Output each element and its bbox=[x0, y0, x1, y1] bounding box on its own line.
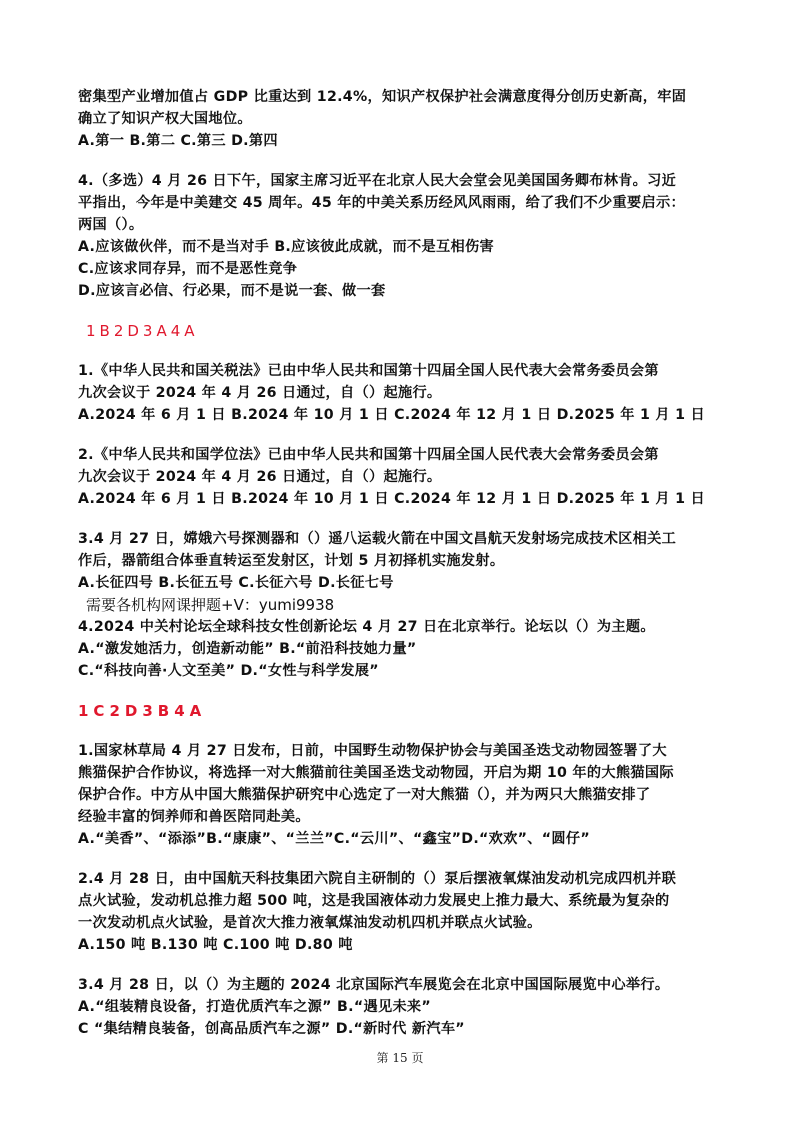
question-options: A.长征四号 B.长征五号 C.长征六号 D.长征七号 bbox=[78, 575, 394, 591]
question-block bbox=[78, 740, 728, 850]
question-text: 九次会议于 2024 年 4 月 26 日通过，自（）起施行。 bbox=[78, 469, 442, 485]
question-block bbox=[78, 360, 728, 426]
question-block bbox=[78, 528, 728, 594]
question-options: A.150 吨 B.130 吨 C.100 吨 D.80 吨 bbox=[78, 937, 353, 953]
question-text: 保护合作。中方从中国大熊猫保护研究中心选定了一对大熊猫（），并为两只大熊猫安排了 bbox=[78, 787, 651, 803]
question-block bbox=[78, 616, 728, 682]
question-text: 密集型产业增加值占 GDP 比重达到 12.4%，知识产权保护社会满意度得分创历史新高，牢固 bbox=[78, 89, 687, 105]
question-text: 1.《中华人民共和国关税法》已由中华人民共和国第十四届全国人民代表大会常务委员会第 bbox=[78, 363, 659, 379]
document-page bbox=[78, 86, 728, 1040]
promo-note: 需要各机构网课押题+V：yumi9938 bbox=[86, 596, 335, 614]
question-text: 作后，器箭组合体垂直转运至发射区，计划 5 月初择机实施发射。 bbox=[78, 553, 505, 569]
question-text: 经验丰富的饲养师和兽医陪同赴美。 bbox=[78, 809, 310, 825]
question-text: 4.2024 中关村论坛全球科技女性创新论坛 4 月 27 日在北京举行。论坛以（）为主题。 bbox=[78, 619, 655, 635]
question-options: A.第一 B.第二 C.第三 D.第四 bbox=[78, 133, 278, 149]
question-options: C.“科技向善·人文至美” D.“女性与科学发展” bbox=[78, 663, 379, 679]
question-text: 点火试验，发动机总推力超 500 吨，这是我国液体动力发展史上推力最大、系统最为复杂的 bbox=[78, 893, 670, 909]
answer-key: 1C2D3B4A bbox=[78, 702, 207, 720]
question-text: 确立了知识产权大国地位。 bbox=[78, 111, 252, 127]
question-options: A.“美香”、“添添”B.“康康”、“兰兰”C.“云川”、“鑫宝”D.“欢欢”、“圆仔” bbox=[78, 831, 590, 847]
question-options: A.2024 年 6 月 1 日 B.2024 年 10 月 1 日 C.2024 年 12 月 1 日 D.2025 年 1 月 1 日 bbox=[78, 491, 706, 507]
question-options: C.应该求同存异，而不是恶性竞争 bbox=[78, 261, 298, 277]
question-options: D.应该言必信、行必果，而不是说一套、做一套 bbox=[78, 283, 386, 299]
question-text: 平指出，今年是中美建交 45 周年。45 年的中美关系历经风风雨雨，给了我们不少重要启示： bbox=[78, 195, 685, 211]
question-options: A.2024 年 6 月 1 日 B.2024 年 10 月 1 日 C.2024 年 12 月 1 日 D.2025 年 1 月 1 日 bbox=[78, 407, 706, 423]
question-block bbox=[78, 868, 728, 956]
question-options: C “集结精良装备，创高品质汽车之源” D.“新时代 新汽车” bbox=[78, 1021, 465, 1037]
page-number: 第 15 页 bbox=[376, 1051, 424, 1065]
question-text: 九次会议于 2024 年 4 月 26 日通过，自（）起施行。 bbox=[78, 385, 442, 401]
question-text: 熊猫保护合作协议，将选择一对大熊猫前往美国圣迭戈动物园，开启为期 10 年的大熊猫国际 bbox=[78, 765, 674, 781]
question-text: 2.4 月 28 日，由中国航天科技集团六院自主研制的（）泵后摆液氧煤油发动机完成四机并联 bbox=[78, 871, 677, 887]
question-options: A.“组装精良设备，打造优质汽车之源” B.“遇见未来” bbox=[78, 999, 432, 1015]
question-block bbox=[78, 86, 728, 152]
question-text: 两国（）。 bbox=[78, 217, 144, 233]
question-text: 4.（多选）4 月 26 日下午，国家主席习近平在北京人民大会堂会见美国国务卿布林肯。习近 bbox=[78, 173, 677, 189]
question-block bbox=[78, 974, 728, 1040]
question-options: A.“激发她活力，创造新动能” B.“前沿科技她力量” bbox=[78, 641, 417, 657]
question-text: 1.国家林草局 4 月 27 日发布，日前，中国野生动物保护协会与美国圣迭戈动物园签署了大 bbox=[78, 743, 667, 759]
question-text: 3.4 月 27 日，嫦娥六号探测器和（）遥八运载火箭在中国文昌航天发射场完成技术区相关工 bbox=[78, 531, 677, 547]
question-text: 2.《中华人民共和国学位法》已由中华人民共和国第十四届全国人民代表大会常务委员会第 bbox=[78, 447, 659, 463]
question-block bbox=[78, 444, 728, 510]
question-options: A.应该做伙伴，而不是当对手 B.应该彼此成就，而不是互相伤害 bbox=[78, 239, 494, 255]
question-text: 一次发动机点火试验，是首次大推力液氧煤油发动机四机并联点火试验。 bbox=[78, 915, 542, 931]
question-block bbox=[78, 170, 728, 302]
answer-key: 1B2D3A4A bbox=[86, 322, 199, 340]
question-text: 3.4 月 28 日，以（）为主题的 2024 北京国际汽车展览会在北京中国国际展览中心举行。 bbox=[78, 977, 670, 993]
